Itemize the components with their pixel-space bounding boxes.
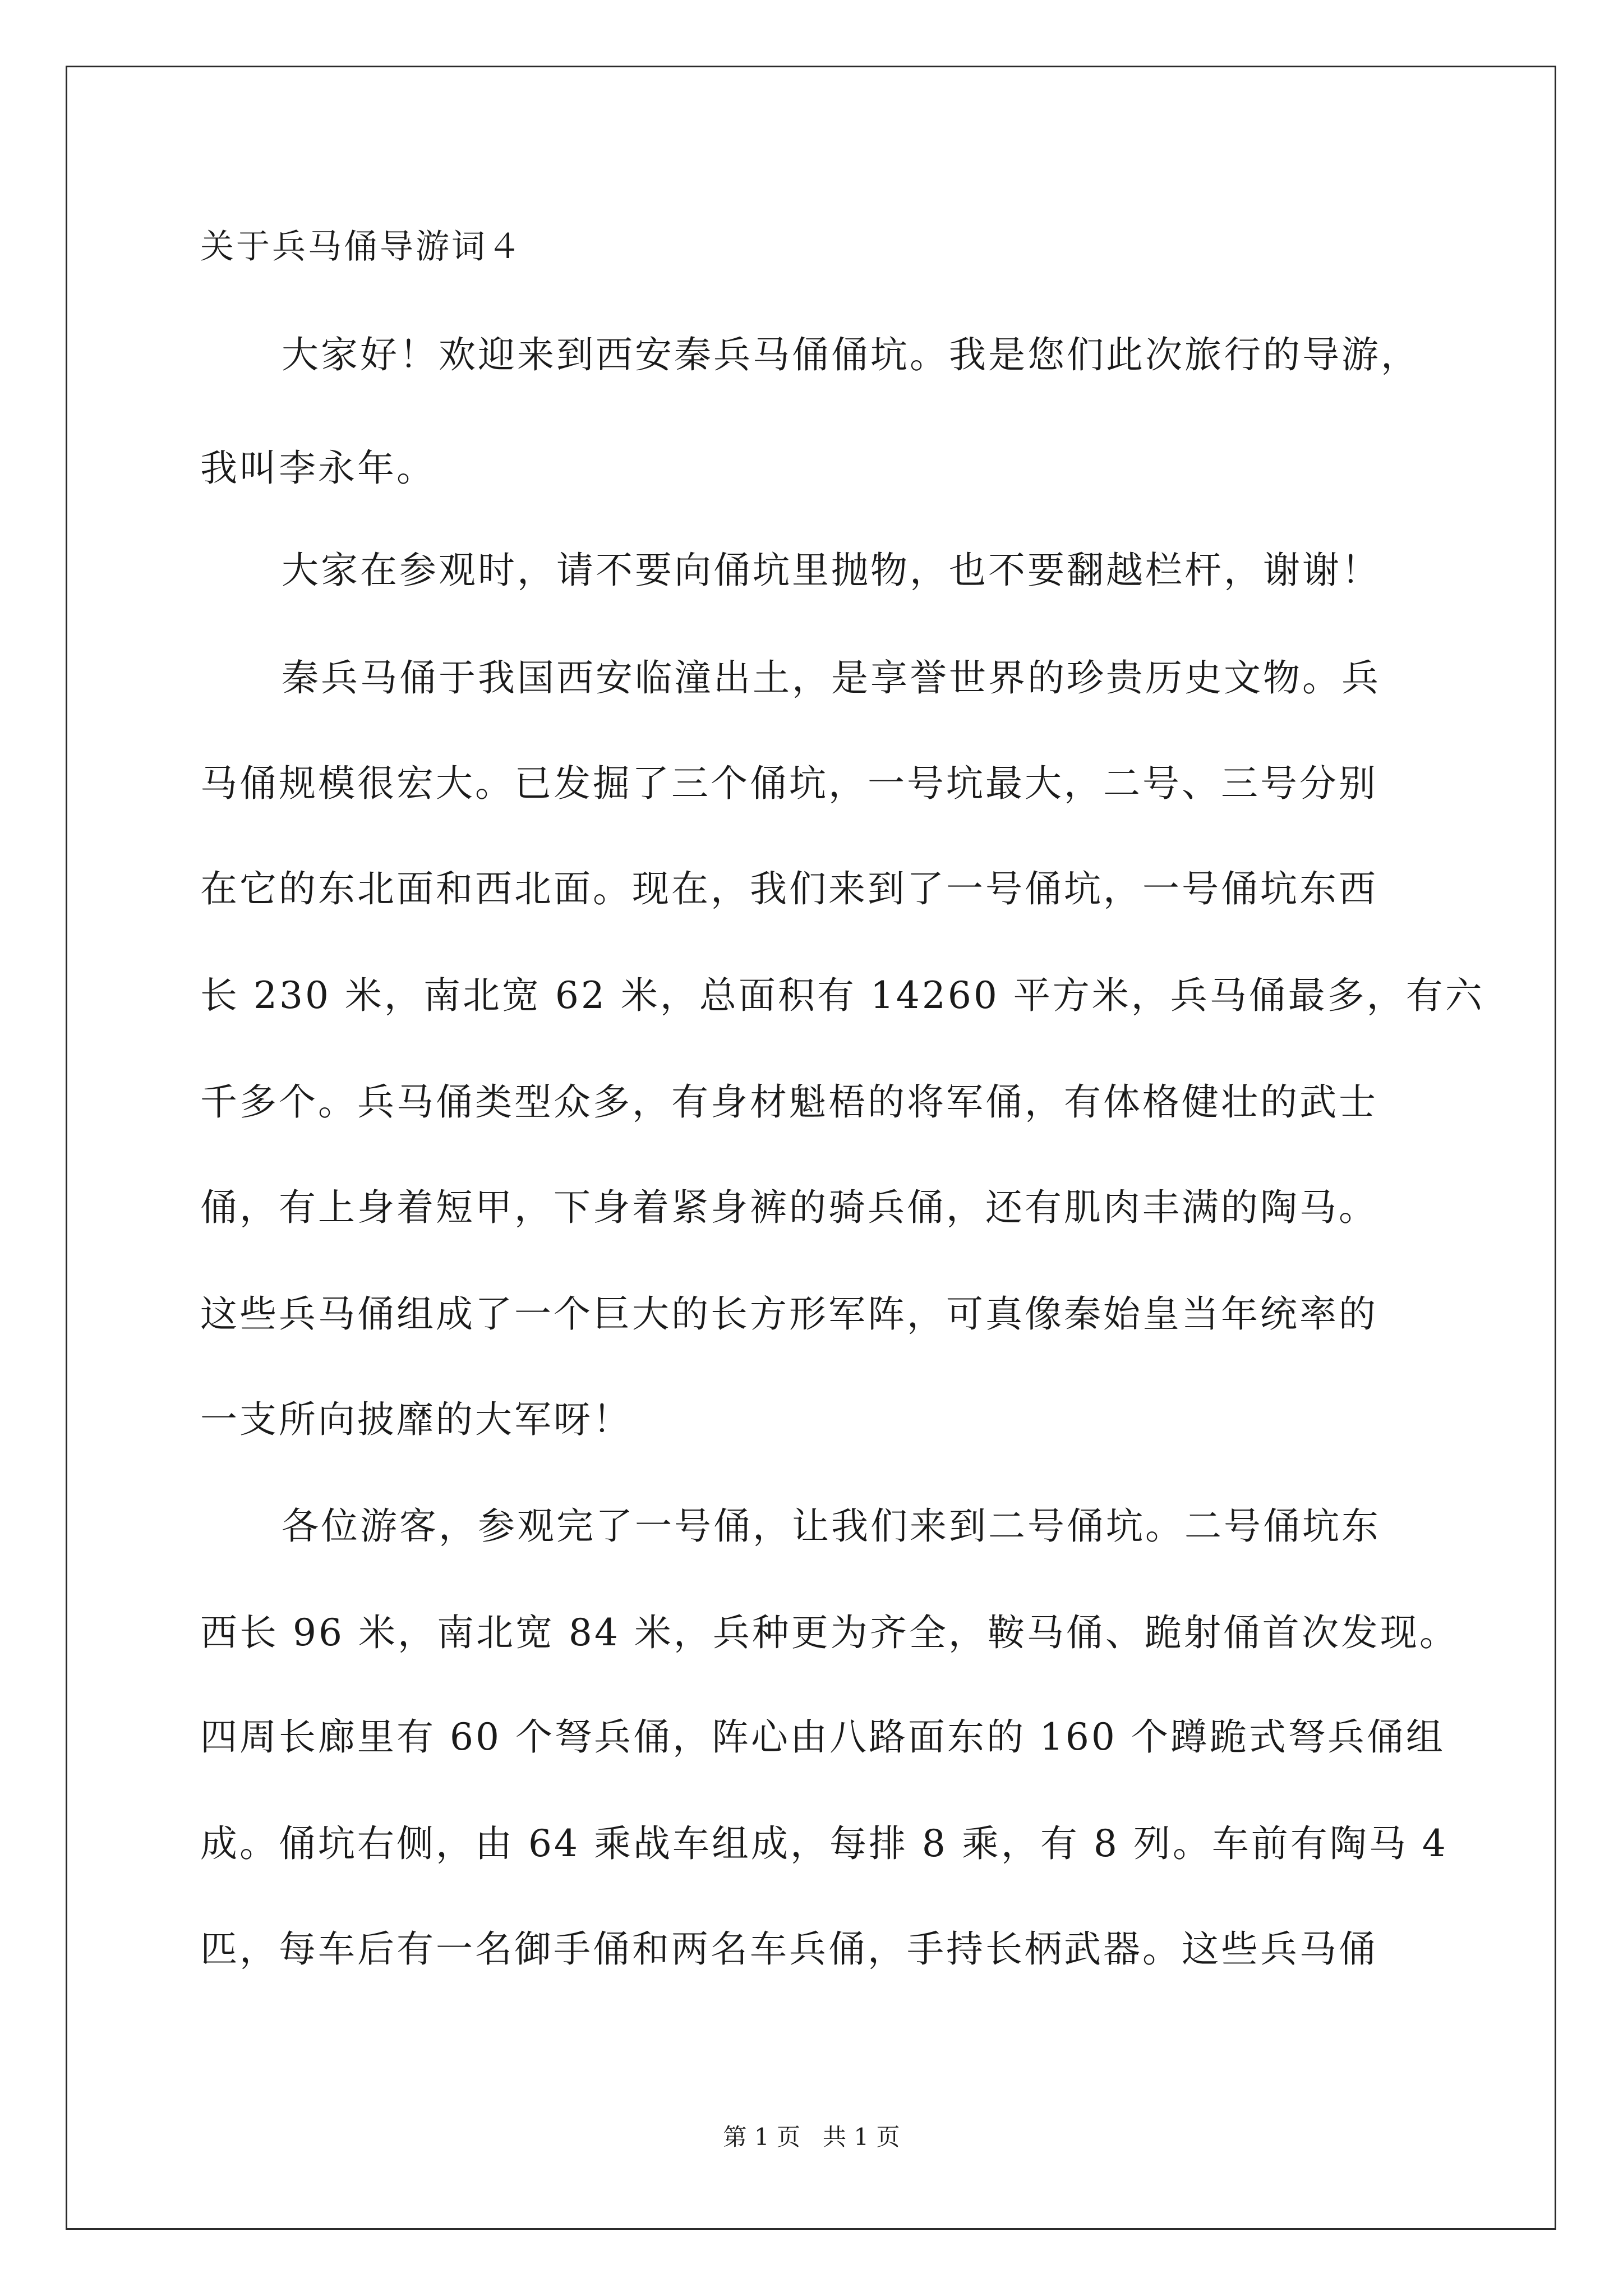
document-title: 关于兵马俑导游词４ — [200, 227, 523, 266]
text-line: 四周长廊里有 60 个弩兵俑，阵心由八路面东的 160 个蹲跪式弩兵俑组 — [200, 1715, 1445, 1759]
text-line: 马俑规模很宏大。已发掘了三个俑坑，一号坑最大，二号、三号分别 — [200, 762, 1378, 805]
text-line: 长 230 米，南北宽 62 米，总面积有 14260 平方米，兵马俑最多，有六 — [200, 974, 1484, 1017]
text-line: 成。俑坑右侧，由 64 乘战车组成，每排 8 乘，有 8 列。车前有陶马 4 — [200, 1822, 1448, 1865]
page-border — [66, 66, 1556, 2230]
text-line: 大家好！欢迎来到西安秦兵马俑俑坑。我是您们此次旅行的导游， — [282, 333, 1420, 376]
text-line: 我叫李永年。 — [200, 447, 436, 490]
text-line: 匹，每车后有一名御手俑和两名车兵俑，手持长柄武器。这些兵马俑 — [200, 1927, 1378, 1971]
text-line: 这些兵马俑组成了一个巨大的长方形军阵，可真像秦始皇当年统率的 — [200, 1292, 1378, 1336]
text-line: 西长 96 米，南北宽 84 米，兵种更为齐全，鞍马俑、跪射俑首次发现。 — [200, 1611, 1459, 1654]
text-line: 千多个。兵马俑类型众多，有身材魁梧的将军俑，有体格健壮的武士 — [200, 1080, 1378, 1124]
text-line: 一支所向披靡的大军呀！ — [200, 1398, 632, 1441]
text-line: 秦兵马俑于我国西安临潼出土，是享誉世界的珍贵历史文物。兵 — [282, 656, 1381, 700]
text-line: 大家在参观时，请不要向俑坑里抛物，也不要翻越栏杆，谢谢！ — [282, 549, 1381, 592]
text-line: 俑，有上身着短甲，下身着紧身裤的骑兵俑，还有肌肉丰满的陶马。 — [200, 1186, 1378, 1229]
text-line: 在它的东北面和西北面。现在，我们来到了一号俑坑，一号俑坑东西 — [200, 867, 1378, 910]
page-footer: 第 1 页 共 1 页 — [723, 2123, 900, 2151]
text-line: 各位游客，参观完了一号俑，让我们来到二号俑坑。二号俑坑东 — [282, 1504, 1381, 1548]
